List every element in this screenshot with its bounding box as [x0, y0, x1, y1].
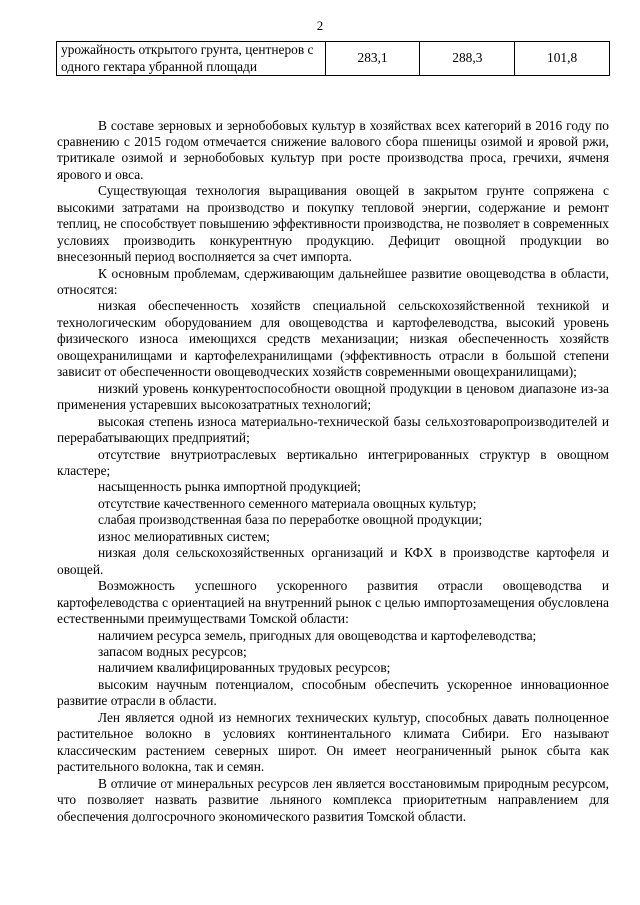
paragraph-flax-crop: Лен является одной из немногих технических культур, способных давать полноценное растительное волокно в условиях континентального климата Сибири. Его называют классическим растением северных широт. Он имеет неограниченный рынок сбыта как растительного волокна, так и семян. — [57, 709, 609, 775]
paragraph-greenhouse-technology: Существующая технология выращивания овощей в закрытом грунте сопряжена с высокими затратами на производство и покупку тепловой энергии, содержание и ремонт теплиц, не способствует повышению эффективности производства, не позволяет в современных условиях производить конкурентную продукцию. Дефицит овощной продукции во внесезонный период восполняется за счет импорта. — [57, 183, 609, 265]
page-number: 2 — [316, 18, 324, 33]
list-item-wear: высокая степень износа материально-технической базы сельхозтоваропроизводителей и перерабатывающих предприятий; — [57, 413, 609, 446]
yield-table — [56, 41, 610, 76]
list-item-competitiveness: низкий уровень конкурентоспособности овощной продукции в ценовом диапазоне из-за применения устаревших высокозатратных технологий; — [57, 380, 609, 413]
list-item-science: высоким научным потенциалом, способным обеспечить ускоренное инновационное развитие отрасли в области. — [57, 676, 609, 709]
list-item-labor: наличием квалифицированных трудовых ресурсов; — [98, 660, 391, 676]
list-item-equipment: низкая обеспеченность хозяйств специальной сельскохозяйственной техникой и технологическим оборудованием для овощеводства и картофелеводства, высокий уровень физического износа имеющихся средств механизации; низкая обеспеченность хозяйств овощехранилищами и картофелехранилищами (эффективность отрасли в большой степени зависит от обеспеченности овощеводческих хозяйств современными овощехранилищами); — [57, 298, 609, 380]
table-row-label: урожайность открытого грунта, центнеров с одного гектара убранной площади — [57, 42, 326, 76]
list-item-land: наличием ресурса земель, пригодных для овощеводства и картофелеводства; — [98, 627, 537, 643]
document-body — [57, 118, 609, 825]
list-item-integration: отсутствие внутриотраслевых вертикально интегрированных структур в овощном кластере; — [57, 446, 609, 479]
paragraph-problems-intro: К основным проблемам, сдерживающим дальнейшее развитие овощеводства в области, относятся: — [57, 265, 609, 298]
list-item-seeds: отсутствие качественного семенного материала овощных культур; — [98, 495, 477, 511]
table-row — [57, 42, 610, 76]
paragraph-development-potential: Возможность успешного ускоренного развития отрасли овощеводства и картофелеводства с ориентацией на внутренний рынок с целью импортозамещения обусловлена естественными преимуществами Томской области: — [57, 578, 609, 627]
list-item-farms-share: низкая доля сельскохозяйственных организаций и КФХ в производстве картофеля и овощей. — [57, 545, 609, 577]
list-item-processing: слабая производственная база по переработке овощной продукции; — [98, 512, 483, 528]
list-item-imports: насыщенность рынка импортной продукцией; — [98, 479, 361, 495]
table-cell-value-1: 283,1 — [325, 42, 420, 76]
table-cell-value-3: 101,8 — [515, 42, 610, 76]
list-item-water: запасом водных ресурсов; — [98, 644, 247, 659]
paragraph-grain-harvest: В составе зерновых и зернобобовых культур в хозяйствах всех категорий в 2016 году по сравнению с 2015 годом отмечается снижение валового сбора пшеницы озимой и яровой ржи, тритикале озимой и зернобобовых культур при росте производства проса, гречихи, ячменя ярового и овса. — [57, 117, 609, 182]
table-cell-value-2: 288,3 — [420, 42, 515, 76]
paragraph-flax-priority: В отличие от минеральных ресурсов лен является восстановимым природным ресурсом, что позволяет назвать развитие льняного комплекса приоритетным направлением для обеспечения долгосрочного экономического развития Томской области. — [57, 775, 609, 824]
list-item-irrigation: износ мелиоративных систем; — [98, 528, 270, 544]
